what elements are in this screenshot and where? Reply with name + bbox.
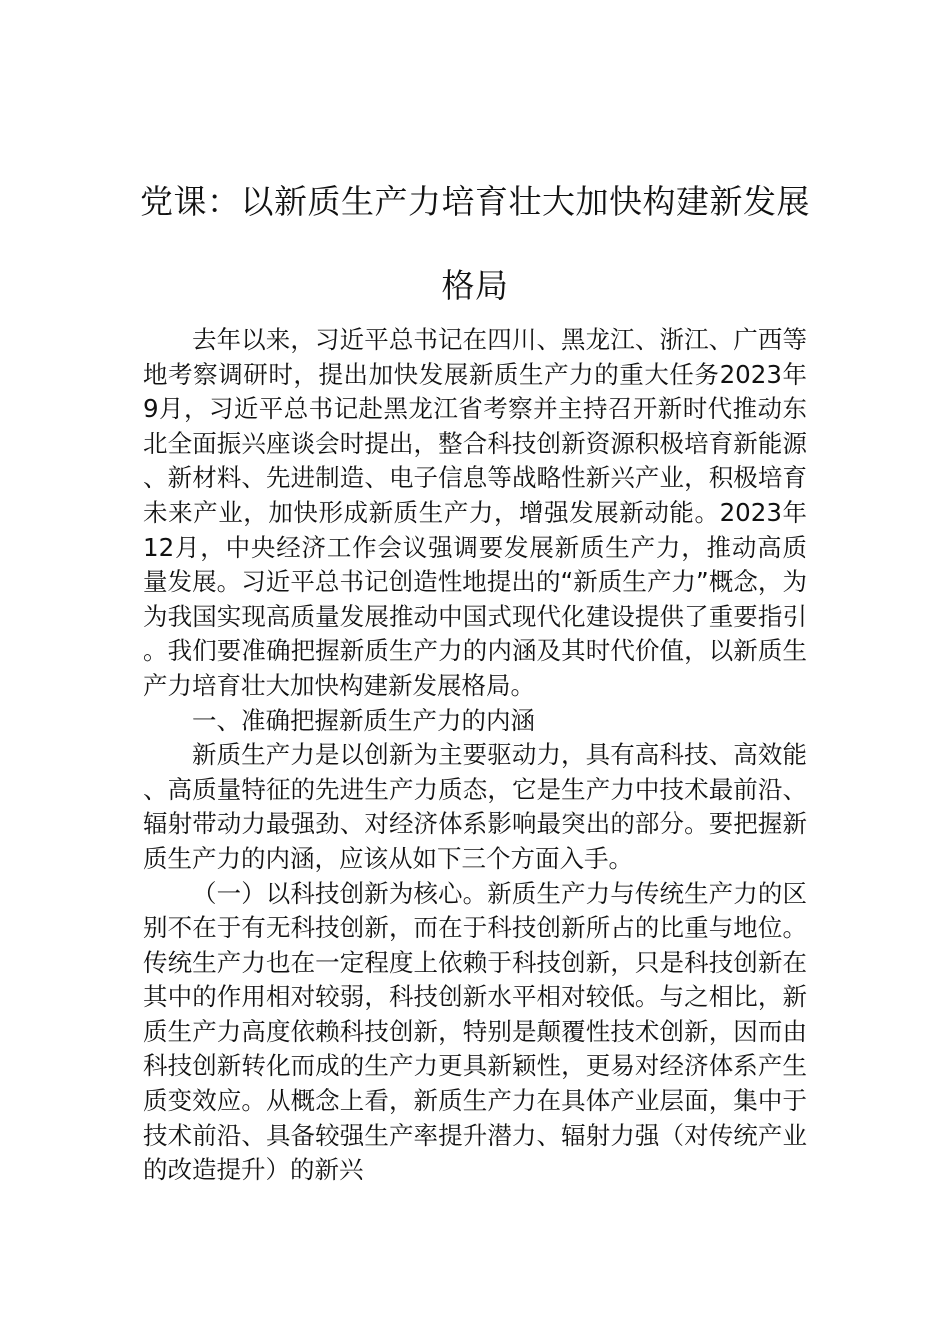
paragraph-intro: 去年以来，习近平总书记在四川、黑龙江、浙江、广西等地考察调研时，提出加快发展新质生产力的重大任务2023年9月，习近平总书记赴黑龙江省考察并主持召开新时代推动东北全面振兴座谈会时提出，整合科技创新资源积极培育新能源、新材料、先进制造、电子信息等战略性新兴产业，积极培育未来产业，加快形成新质生产力，增强发展新动能。2023年12月，中央经济工作会议强调要发展新质生产力，推动高质量发展。习近平总书记创造性地提出的“新质生产力”概念，为为我国实现高质量发展推动中国式现代化建设提供了重要指引。我们要准确把握新质生产力的内涵及其时代价值，以新质生产力培育壮大加快构建新发展格局。 (143, 325, 807, 700)
paragraph-subsection-1: （一）以科技创新为核心。新质生产力与传统生产力的区别不在于有无科技创新，而在于科技创新所占的比重与地位。传统生产力也在一定程度上依赖于科技创新，只是科技创新在其中的作用相对较弱，科技创新水平相对较低。与之相比，新质生产力高度依赖科技创新，特别是颠覆性技术创新，因而由科技创新转化而成的生产力更具新颖性，更易对经济体系产生质变效应。从概念上看，新质生产力在具体产业层面，集中于技术前沿、具备较强生产率提升潜力、辐射力强（对传统产业的改造提升）的新兴 (143, 878, 807, 1185)
section-heading-1: 一、准确把握新质生产力的内涵 (192, 705, 535, 735)
document-body (143, 323, 807, 1188)
document-title: 党课：以新质生产力培育壮大加快构建新发展格局 (140, 182, 810, 305)
paragraph-definition: 新质生产力是以创新为主要驱动力，具有高科技、高效能、高质量特征的先进生产力质态，它是生产力中技术最前沿、辐射带动力最强劲、对经济体系影响最突出的部分。要把握新质生产力的内涵，应该从如下三个方面入手。 (143, 740, 807, 873)
